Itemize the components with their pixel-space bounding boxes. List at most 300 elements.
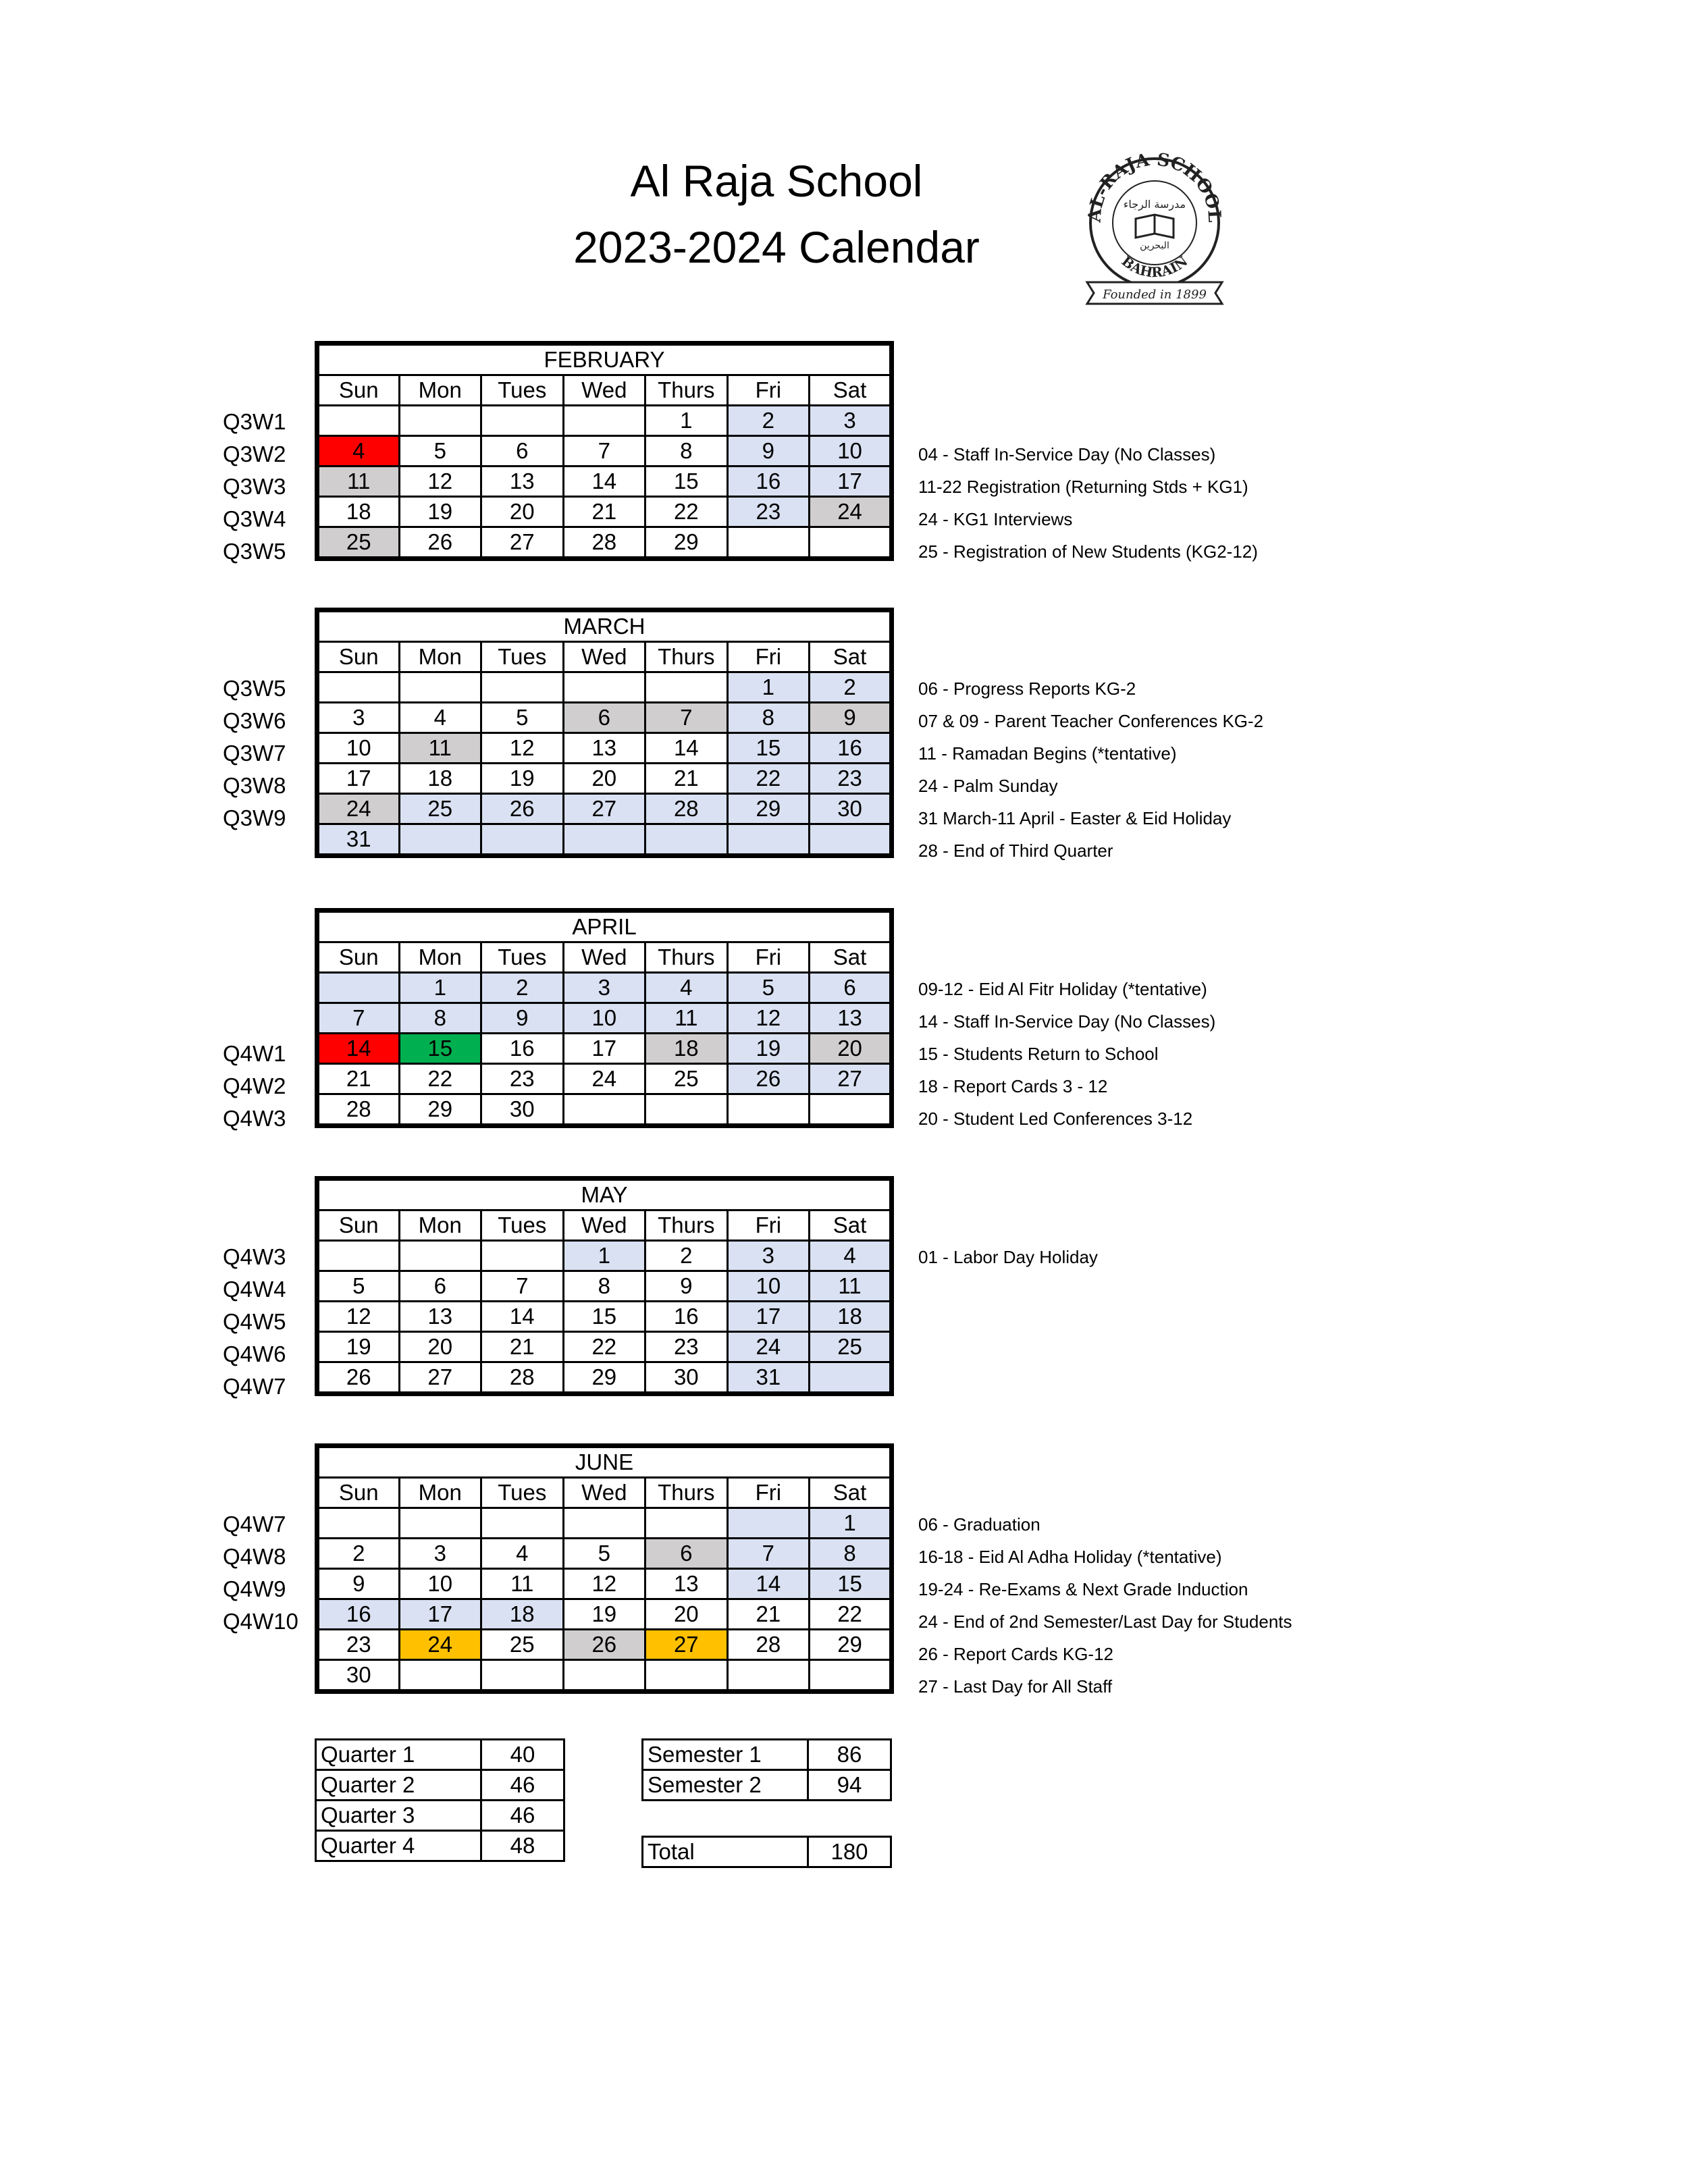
date-cell: 14 xyxy=(317,1034,400,1064)
day-header: Tues xyxy=(481,942,564,973)
date-cell: 2 xyxy=(810,672,892,703)
date-cell: 27 xyxy=(481,527,564,559)
date-cell: 30 xyxy=(810,794,892,824)
date-cell xyxy=(727,1660,810,1692)
week-label: Q4W10 xyxy=(223,1609,298,1634)
date-cell xyxy=(645,1508,728,1539)
month-june xyxy=(315,1443,894,1694)
week-label: Q4W5 xyxy=(223,1309,286,1334)
week-row xyxy=(317,497,892,527)
day-header: Tues xyxy=(481,375,564,406)
week-label: Q3W3 xyxy=(223,474,286,499)
total-summary-table xyxy=(641,1836,892,1868)
date-cell: 19 xyxy=(481,764,564,794)
date-cell: 9 xyxy=(317,1569,400,1599)
month-table xyxy=(315,908,894,1128)
date-cell xyxy=(481,1241,564,1271)
date-cell: 14 xyxy=(481,1302,564,1332)
event-note: 24 - Palm Sunday xyxy=(918,776,1058,796)
date-cell: 12 xyxy=(563,1569,645,1599)
date-cell xyxy=(563,1660,645,1692)
day-header: Fri xyxy=(727,375,810,406)
date-cell: 8 xyxy=(563,1271,645,1302)
date-cell xyxy=(399,672,481,703)
date-cell: 3 xyxy=(727,1241,810,1271)
semester-days: 94 xyxy=(808,1770,891,1801)
date-cell: 20 xyxy=(563,764,645,794)
date-cell: 7 xyxy=(563,436,645,467)
date-cell: 25 xyxy=(481,1630,564,1660)
date-cell xyxy=(563,406,645,436)
week-row xyxy=(317,406,892,436)
week-label: Q4W4 xyxy=(223,1277,286,1302)
date-cell: 19 xyxy=(317,1332,400,1362)
day-header: Sat xyxy=(810,942,892,973)
date-cell xyxy=(317,973,400,1003)
week-label: Q3W9 xyxy=(223,805,286,830)
date-cell: 17 xyxy=(317,764,400,794)
date-cell: 9 xyxy=(481,1003,564,1034)
date-cell: 24 xyxy=(810,497,892,527)
event-note: 14 - Staff In-Service Day (No Classes) xyxy=(918,1011,1216,1032)
week-row xyxy=(317,1660,892,1692)
day-header: Sun xyxy=(317,642,400,672)
month-table xyxy=(315,341,894,561)
date-cell: 21 xyxy=(317,1064,400,1094)
date-cell: 22 xyxy=(399,1064,481,1094)
date-cell: 19 xyxy=(563,1599,645,1630)
day-header: Thurs xyxy=(645,1210,728,1241)
date-cell: 31 xyxy=(727,1362,810,1394)
date-cell: 2 xyxy=(645,1241,728,1271)
day-header: Sat xyxy=(810,1210,892,1241)
date-cell: 6 xyxy=(645,1539,728,1569)
date-cell: 1 xyxy=(810,1508,892,1539)
day-header: Fri xyxy=(727,942,810,973)
day-header: Mon xyxy=(399,1478,481,1508)
date-cell: 1 xyxy=(563,1241,645,1271)
week-label: Q3W8 xyxy=(223,773,286,798)
date-cell: 29 xyxy=(810,1630,892,1660)
week-row xyxy=(317,1034,892,1064)
date-cell: 30 xyxy=(481,1094,564,1126)
date-cell: 13 xyxy=(563,733,645,764)
week-label: Q3W2 xyxy=(223,442,286,467)
week-row xyxy=(317,1003,892,1034)
date-cell: 23 xyxy=(317,1630,400,1660)
date-cell: 12 xyxy=(317,1302,400,1332)
date-cell: 12 xyxy=(481,733,564,764)
date-cell: 7 xyxy=(645,703,728,733)
date-cell: 10 xyxy=(563,1003,645,1034)
date-cell: 1 xyxy=(727,672,810,703)
total-label: Total xyxy=(643,1837,808,1867)
date-cell: 8 xyxy=(399,1003,481,1034)
date-cell: 27 xyxy=(810,1064,892,1094)
date-cell xyxy=(810,1362,892,1394)
date-cell: 27 xyxy=(645,1630,728,1660)
date-cell: 18 xyxy=(399,764,481,794)
logo-bottom-text: BAHRAIN xyxy=(1118,252,1191,281)
week-row xyxy=(317,1539,892,1569)
month-table xyxy=(315,1443,894,1694)
date-cell: 18 xyxy=(317,497,400,527)
event-note: 18 - Report Cards 3 - 12 xyxy=(918,1076,1108,1096)
date-cell: 11 xyxy=(481,1569,564,1599)
date-cell xyxy=(317,672,400,703)
day-header: Fri xyxy=(727,642,810,672)
date-cell xyxy=(563,1508,645,1539)
week-row xyxy=(317,1094,892,1126)
event-note: 06 - Graduation xyxy=(918,1514,1040,1535)
day-header: Mon xyxy=(399,375,481,406)
date-cell xyxy=(399,1241,481,1271)
week-row xyxy=(317,1302,892,1332)
date-cell: 15 xyxy=(563,1302,645,1332)
semester-days: 86 xyxy=(808,1740,891,1770)
date-cell: 20 xyxy=(399,1332,481,1362)
svg-text:البحرين: البحرين xyxy=(1140,240,1169,251)
event-note: 01 - Labor Day Holiday xyxy=(918,1247,1098,1267)
date-cell xyxy=(481,406,564,436)
date-cell: 14 xyxy=(727,1569,810,1599)
date-cell: 9 xyxy=(727,436,810,467)
date-cell: 5 xyxy=(481,703,564,733)
event-note: 04 - Staff In-Service Day (No Classes) xyxy=(918,444,1216,464)
month-february xyxy=(315,341,894,561)
date-cell xyxy=(810,1660,892,1692)
logo-top-text: AL-RAJA SCHOOL xyxy=(1084,149,1225,223)
day-header: Sun xyxy=(317,1478,400,1508)
day-header: Tues xyxy=(481,642,564,672)
date-cell xyxy=(481,1660,564,1692)
date-cell: 16 xyxy=(810,733,892,764)
date-cell: 12 xyxy=(399,467,481,497)
month-name: APRIL xyxy=(317,911,892,942)
event-note: 26 - Report Cards KG-12 xyxy=(918,1644,1114,1664)
date-cell: 5 xyxy=(727,973,810,1003)
date-cell: 28 xyxy=(481,1362,564,1394)
date-cell: 25 xyxy=(399,794,481,824)
date-cell: 10 xyxy=(727,1271,810,1302)
quarter-label: Quarter 4 xyxy=(316,1831,481,1861)
date-cell xyxy=(317,1508,400,1539)
week-label: Q4W7 xyxy=(223,1374,286,1399)
month-march xyxy=(315,608,894,858)
week-label: Q3W7 xyxy=(223,741,286,766)
school-name: Al Raja School xyxy=(630,156,923,206)
calendar-title: 2023-2024 Calendar xyxy=(573,222,980,272)
date-cell: 16 xyxy=(727,467,810,497)
date-cell xyxy=(727,1094,810,1126)
date-cell: 17 xyxy=(563,1034,645,1064)
event-note: 07 & 09 - Parent Teacher Conferences KG-2 xyxy=(918,711,1264,731)
day-header: Wed xyxy=(563,942,645,973)
date-cell: 10 xyxy=(399,1569,481,1599)
date-cell: 17 xyxy=(727,1302,810,1332)
week-row xyxy=(317,527,892,559)
date-cell: 8 xyxy=(810,1539,892,1569)
date-cell: 26 xyxy=(399,527,481,559)
day-header: Fri xyxy=(727,1478,810,1508)
date-cell: 2 xyxy=(317,1539,400,1569)
date-cell: 16 xyxy=(645,1302,728,1332)
semester-label: Semester 2 xyxy=(643,1770,808,1801)
date-cell: 22 xyxy=(810,1599,892,1630)
week-row xyxy=(317,1630,892,1660)
date-cell: 9 xyxy=(645,1271,728,1302)
month-name: MAY xyxy=(317,1179,892,1210)
day-header: Wed xyxy=(563,1210,645,1241)
date-cell xyxy=(481,672,564,703)
date-cell xyxy=(481,1508,564,1539)
date-cell xyxy=(727,1508,810,1539)
event-note: 19-24 - Re-Exams & Next Grade Induction xyxy=(918,1579,1248,1599)
date-cell: 10 xyxy=(810,436,892,467)
date-cell: 28 xyxy=(645,794,728,824)
week-label: Q4W1 xyxy=(223,1041,286,1066)
date-cell xyxy=(481,824,564,856)
date-cell: 1 xyxy=(399,973,481,1003)
date-cell: 26 xyxy=(317,1362,400,1394)
date-cell: 28 xyxy=(727,1630,810,1660)
date-cell: 13 xyxy=(481,467,564,497)
week-row xyxy=(317,1332,892,1362)
day-header: Mon xyxy=(399,642,481,672)
day-header: Thurs xyxy=(645,375,728,406)
date-cell: 29 xyxy=(645,527,728,559)
date-cell: 17 xyxy=(810,467,892,497)
week-row xyxy=(317,1241,892,1271)
date-cell: 4 xyxy=(481,1539,564,1569)
date-cell: 31 xyxy=(317,824,400,856)
week-row xyxy=(317,733,892,764)
date-cell: 2 xyxy=(481,973,564,1003)
date-cell: 20 xyxy=(645,1599,728,1630)
week-label: Q3W5 xyxy=(223,539,286,564)
week-label: Q4W8 xyxy=(223,1544,286,1569)
date-cell: 16 xyxy=(317,1599,400,1630)
event-note: 11 - Ramadan Begins (*tentative) xyxy=(918,743,1177,764)
week-label: Q3W6 xyxy=(223,708,286,733)
date-cell xyxy=(317,406,400,436)
week-row xyxy=(317,1569,892,1599)
week-label: Q3W1 xyxy=(223,409,286,434)
month-name: MARCH xyxy=(317,610,892,642)
day-header: Tues xyxy=(481,1478,564,1508)
day-header: Sat xyxy=(810,1478,892,1508)
date-cell: 8 xyxy=(727,703,810,733)
date-cell: 19 xyxy=(399,497,481,527)
week-label: Q4W7 xyxy=(223,1512,286,1537)
date-cell: 26 xyxy=(563,1630,645,1660)
date-cell: 15 xyxy=(727,733,810,764)
event-note: 15 - Students Return to School xyxy=(918,1044,1159,1064)
date-cell: 23 xyxy=(645,1332,728,1362)
date-cell: 13 xyxy=(810,1003,892,1034)
day-header: Sun xyxy=(317,375,400,406)
date-cell: 29 xyxy=(399,1094,481,1126)
day-header: Sat xyxy=(810,642,892,672)
quarter-row xyxy=(316,1740,564,1770)
date-cell: 24 xyxy=(399,1630,481,1660)
date-cell: 4 xyxy=(399,703,481,733)
date-cell: 22 xyxy=(563,1332,645,1362)
date-cell xyxy=(727,527,810,559)
week-row xyxy=(317,824,892,856)
event-note: 11-22 Registration (Returning Stds + KG1) xyxy=(918,477,1248,497)
month-name: FEBRUARY xyxy=(317,344,892,375)
day-header: Mon xyxy=(399,1210,481,1241)
event-note: 24 - End of 2nd Semester/Last Day for Students xyxy=(918,1612,1292,1632)
date-cell: 20 xyxy=(810,1034,892,1064)
day-header: Wed xyxy=(563,375,645,406)
week-label: Q3W4 xyxy=(223,506,286,531)
week-row xyxy=(317,1271,892,1302)
total-days: 180 xyxy=(808,1837,891,1867)
event-note: 06 - Progress Reports KG-2 xyxy=(918,678,1136,699)
month-table xyxy=(315,1176,894,1396)
date-cell xyxy=(645,672,728,703)
date-cell: 29 xyxy=(727,794,810,824)
date-cell: 9 xyxy=(810,703,892,733)
week-row xyxy=(317,973,892,1003)
week-row xyxy=(317,467,892,497)
date-cell xyxy=(645,1660,728,1692)
date-cell: 3 xyxy=(810,406,892,436)
quarter-label: Quarter 1 xyxy=(316,1740,481,1770)
date-cell: 24 xyxy=(563,1064,645,1094)
semester-row xyxy=(643,1770,891,1801)
event-note: 27 - Last Day for All Staff xyxy=(918,1676,1113,1697)
quarter-summary-table xyxy=(315,1738,565,1862)
week-row xyxy=(317,764,892,794)
week-label: Q4W9 xyxy=(223,1576,286,1601)
date-cell: 14 xyxy=(645,733,728,764)
day-header: Mon xyxy=(399,942,481,973)
week-label: Q4W6 xyxy=(223,1341,286,1366)
month-table xyxy=(315,608,894,858)
quarter-row xyxy=(316,1831,564,1861)
date-cell: 15 xyxy=(399,1034,481,1064)
svg-text:Founded in 1899: Founded in 1899 xyxy=(1103,288,1207,302)
date-cell: 30 xyxy=(645,1362,728,1394)
date-cell xyxy=(810,527,892,559)
date-cell xyxy=(727,824,810,856)
day-header: Wed xyxy=(563,1478,645,1508)
date-cell xyxy=(399,1660,481,1692)
date-cell xyxy=(645,824,728,856)
week-row xyxy=(317,1599,892,1630)
event-note: 20 - Student Led Conferences 3-12 xyxy=(918,1109,1193,1129)
date-cell: 7 xyxy=(481,1271,564,1302)
quarter-days: 46 xyxy=(481,1770,564,1801)
event-note: 09-12 - Eid Al Fitr Holiday (*tentative) xyxy=(918,979,1207,999)
date-cell: 21 xyxy=(727,1599,810,1630)
date-cell: 28 xyxy=(317,1094,400,1126)
date-cell: 11 xyxy=(399,733,481,764)
quarter-label: Quarter 3 xyxy=(316,1801,481,1831)
day-header: Thurs xyxy=(645,942,728,973)
date-cell: 2 xyxy=(727,406,810,436)
date-cell: 15 xyxy=(810,1569,892,1599)
day-header: Sun xyxy=(317,1210,400,1241)
date-cell: 6 xyxy=(481,436,564,467)
date-cell: 14 xyxy=(563,467,645,497)
date-cell xyxy=(645,1094,728,1126)
date-cell: 18 xyxy=(810,1302,892,1332)
date-cell: 11 xyxy=(317,467,400,497)
date-cell: 23 xyxy=(727,497,810,527)
date-cell xyxy=(399,1508,481,1539)
date-cell: 7 xyxy=(727,1539,810,1569)
date-cell: 11 xyxy=(810,1271,892,1302)
quarter-row xyxy=(316,1801,564,1831)
svg-text:مدرسة الرجاء: مدرسة الرجاء xyxy=(1123,198,1186,211)
semester-summary-table xyxy=(641,1738,892,1801)
date-cell: 22 xyxy=(727,764,810,794)
quarter-days: 40 xyxy=(481,1740,564,1770)
day-header: Wed xyxy=(563,642,645,672)
date-cell xyxy=(810,824,892,856)
date-cell: 25 xyxy=(810,1332,892,1362)
date-cell: 28 xyxy=(563,527,645,559)
day-header: Sat xyxy=(810,375,892,406)
event-note: 24 - KG1 Interviews xyxy=(918,509,1073,529)
date-cell: 30 xyxy=(317,1660,400,1692)
date-cell: 22 xyxy=(645,497,728,527)
date-cell: 21 xyxy=(563,497,645,527)
date-cell: 13 xyxy=(399,1302,481,1332)
week-label: Q3W5 xyxy=(223,676,286,701)
date-cell: 21 xyxy=(481,1332,564,1362)
date-cell: 19 xyxy=(727,1034,810,1064)
date-cell: 12 xyxy=(727,1003,810,1034)
week-row xyxy=(317,436,892,467)
day-header: Thurs xyxy=(645,1478,728,1508)
event-note: 25 - Registration of New Students (KG2-12) xyxy=(918,541,1258,562)
week-row xyxy=(317,1064,892,1094)
day-header: Sun xyxy=(317,942,400,973)
date-cell: 20 xyxy=(481,497,564,527)
date-cell: 6 xyxy=(810,973,892,1003)
date-cell: 13 xyxy=(645,1569,728,1599)
date-cell: 6 xyxy=(399,1271,481,1302)
date-cell: 4 xyxy=(645,973,728,1003)
event-note: 31 March-11 April - Easter & Eid Holiday xyxy=(918,808,1232,828)
semester-row xyxy=(643,1740,891,1770)
date-cell: 5 xyxy=(563,1539,645,1569)
date-cell: 3 xyxy=(563,973,645,1003)
school-logo xyxy=(1080,149,1229,317)
week-label: Q4W3 xyxy=(223,1106,286,1131)
date-cell: 25 xyxy=(645,1064,728,1094)
date-cell: 3 xyxy=(399,1539,481,1569)
day-header: Tues xyxy=(481,1210,564,1241)
date-cell: 8 xyxy=(645,436,728,467)
week-row xyxy=(317,672,892,703)
week-row xyxy=(317,703,892,733)
date-cell: 18 xyxy=(481,1599,564,1630)
day-header: Fri xyxy=(727,1210,810,1241)
day-header: Thurs xyxy=(645,642,728,672)
date-cell: 16 xyxy=(481,1034,564,1064)
date-cell: 7 xyxy=(317,1003,400,1034)
week-label: Q4W3 xyxy=(223,1244,286,1269)
date-cell: 10 xyxy=(317,733,400,764)
quarter-label: Quarter 2 xyxy=(316,1770,481,1801)
date-cell: 26 xyxy=(481,794,564,824)
